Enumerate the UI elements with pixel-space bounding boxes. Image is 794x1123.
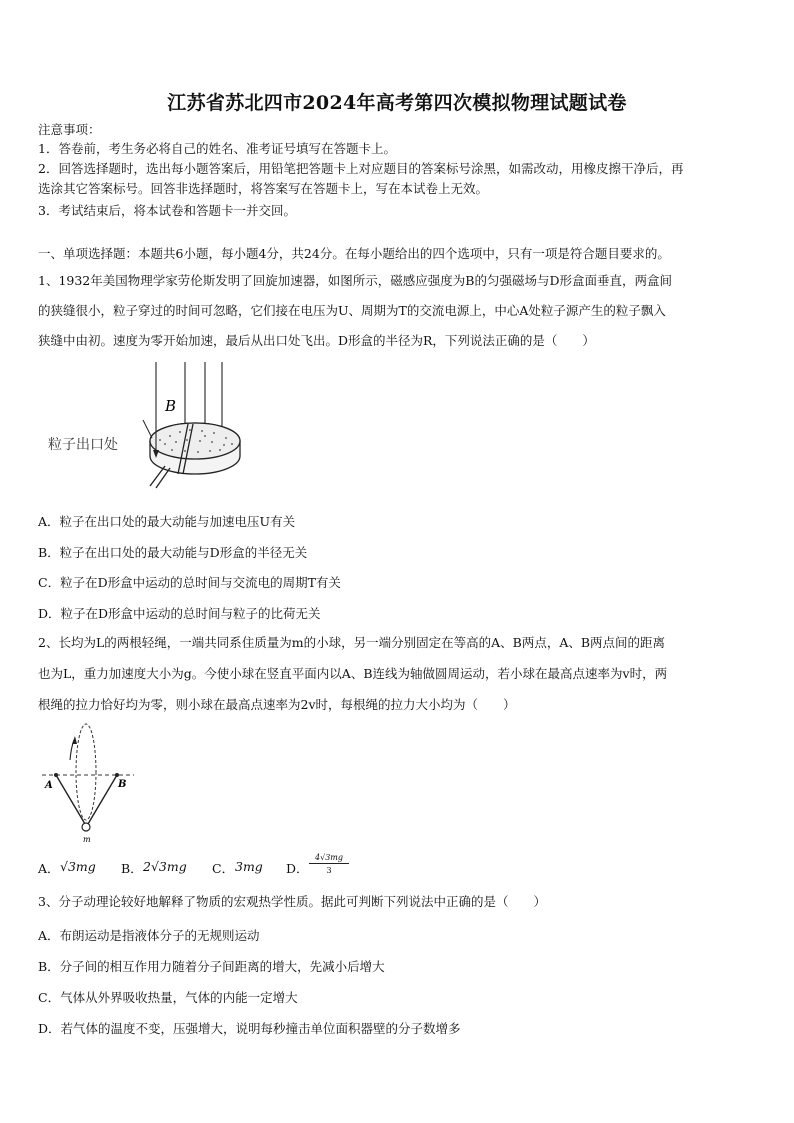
- q2-option-d-denominator: 3: [326, 866, 332, 875]
- notice-item-3: 3．考试结束后，将本试卷和答题卡一并交回。: [38, 203, 296, 218]
- notice-item-2: 2．回答选择题时，选出每小题答案后，用铅笔把答题卡上对应题目的答案标号涂黑，如需改动，用橡皮擦干净后，再: [38, 161, 684, 176]
- q2-line-3: 根绳的拉力恰好均为零，则小球在最高点速率为2v时，每根绳的拉力大小均为（ ）: [38, 697, 516, 712]
- q2-option-a-label: A．: [38, 861, 60, 876]
- notice-item-2-cont: 选涂其它答案标号。回答非选择题时，将答案写在答题卡上，写在本试卷上无效。: [38, 181, 489, 196]
- q3-option-a: A．布朗运动是指液体分子的无规则运动: [38, 928, 260, 943]
- point-b-label: B: [118, 779, 127, 790]
- q3-stem: 3、分子动理论较好地解释了物质的宏观热学性质。据此可判断下列说法中正确的是（ ）: [38, 894, 546, 909]
- q2-option-b-label: B．: [121, 861, 143, 876]
- cyclotron-figure: [40, 358, 300, 493]
- q1-line-2: 的狭缝很小，粒子穿过的时间可忽略，它们接在电压为U、周期为T的交流电源上，中心A处粒子源产生的粒子飘入: [38, 303, 666, 318]
- q3-option-d: D．若气体的温度不变，压强增大，说明每秒撞击单位面积器壁的分子数增多: [38, 1021, 461, 1036]
- notice-item-1: 1．答卷前，考生务必将自己的姓名、准考证号填写在答题卡上。: [38, 141, 396, 156]
- mass-label: m: [83, 835, 91, 844]
- q2-line-1: 2、长均为L的两根轻绳，一端共同系住质量为m的小球，另一端分别固定在等高的A、B两点，A、B两点间的距离: [38, 635, 666, 650]
- q2-option-d-label: D．: [286, 861, 309, 876]
- rope-ball-figure: [38, 720, 138, 850]
- q1-line-1: 1、1932年美国物理学家劳伦斯发明了回旋加速器，如图所示，磁感应强度为B的匀强磁场与D形盒面垂直，两盒间: [38, 273, 672, 288]
- q3-option-b: B．分子间的相互作用力随着分子间距离的增大，先减小后增大: [38, 959, 385, 974]
- point-a-label: A: [45, 780, 53, 791]
- q1-option-b: B．粒子在出口处的最大动能与D形盒的半径无关: [38, 545, 308, 560]
- q2-line-2: 也为L，重力加速度大小为g。今使小球在竖直平面内以A、B连线为轴做圆周运动，若小球在最高点速率为v时，两: [38, 666, 668, 681]
- q2-option-d-numerator: 4√3mg: [309, 853, 349, 864]
- notice-heading: 注意事项：: [38, 122, 101, 137]
- q2-option-c-value: 3mg: [235, 859, 263, 874]
- q2-option-b-value: 2√3mg: [143, 859, 187, 874]
- q1-option-a: A．粒子在出口处的最大动能与加速电压U有关: [38, 514, 296, 529]
- section-heading: 一、单项选择题：本题共6小题，每小题4分，共24分。在每小题给出的四个选项中，只有一项是符合题目要求的。: [38, 246, 670, 261]
- exit-label: 粒子出口处: [48, 437, 118, 453]
- q1-option-c: C．粒子在D形盒中运动的总时间与交流电的周期T有关: [38, 575, 341, 590]
- q1-line-3: 狭缝中由初。速度为零开始加速，最后从出口处飞出。D形盒的半径为R，下列说法正确的是（ ）: [38, 333, 595, 348]
- q1-option-d: D．粒子在D形盒中运动的总时间与粒子的比荷无关: [38, 606, 321, 621]
- page-title: 江苏省苏北四市2024年高考第四次模拟物理试题试卷: [167, 92, 627, 114]
- q2-option-c-label: C．: [212, 861, 235, 876]
- q3-option-c: C．气体从外界吸收热量，气体的内能一定增大: [38, 990, 298, 1005]
- q2-option-a-value: √3mg: [60, 859, 96, 874]
- field-label-b: B: [165, 397, 177, 415]
